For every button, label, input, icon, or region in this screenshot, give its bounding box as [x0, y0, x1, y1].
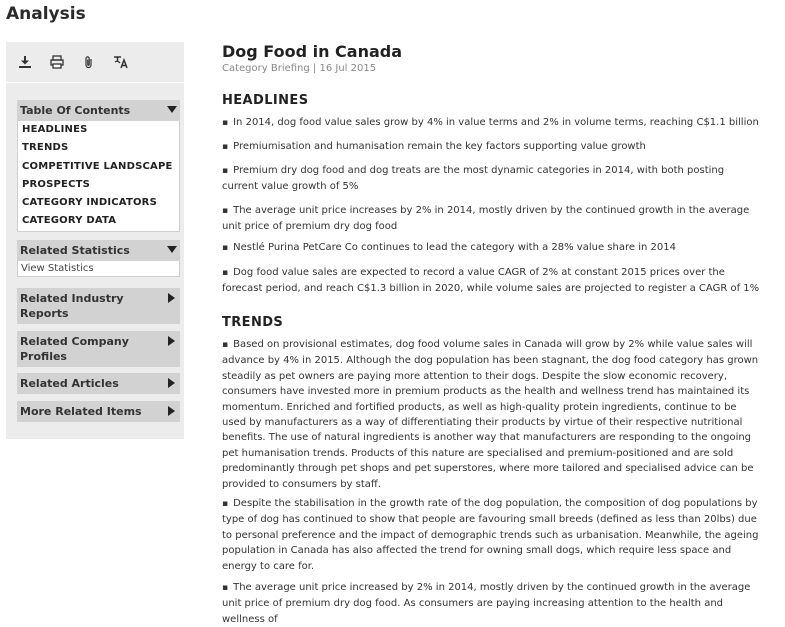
related-statistics-body [17, 261, 180, 277]
related-industry-panel [17, 288, 180, 324]
related-company-title: Related Company Profiles [20, 335, 129, 363]
headline-item: ▪ Premiumisation and humanisation remain the key factors supporting value growth [222, 139, 762, 155]
toolbar [6, 42, 184, 83]
more-related-panel [17, 401, 180, 422]
expand-arrow-icon [168, 336, 175, 346]
more-related-header[interactable] [17, 401, 180, 422]
toc-title: Table Of Contents [20, 104, 131, 117]
related-articles-title: Related Articles [20, 377, 119, 390]
headlines-heading: HEADLINES [222, 93, 309, 108]
toc-item-competitive-landscape[interactable]: COMPETITIVE LANDSCAPE [22, 160, 173, 172]
related-company-header[interactable] [17, 331, 180, 367]
attach-button[interactable] [79, 52, 99, 72]
download-button[interactable] [15, 52, 35, 72]
related-statistics-panel [17, 240, 180, 277]
headline-item: ▪ Nestlé Purina PetCare Co continues to lead the category with a 28% value share in 2014 [222, 240, 762, 256]
expand-arrow-icon [168, 378, 175, 388]
document [222, 42, 762, 625]
trend-item: ▪ Despite the stabilisation in the growth rate of the dog population, the composition of dog populations by type of dog has continued to show that people are favouring small breeds (defined as less than 20lbs) due to personal preference and the impact of demographic trends such as urbanisation. Meanwhile, the ageing population in Canada has also affected the trend for owning small dogs, which require less space and energy to care for. [222, 496, 762, 574]
translate-icon [113, 55, 129, 69]
related-industry-title: Related Industry Reports [20, 292, 124, 320]
toc-item-headlines[interactable]: HEADLINES [22, 124, 88, 135]
page-heading: Analysis [6, 4, 86, 24]
toc-item-trends[interactable]: TRENDS [22, 142, 69, 154]
collapse-arrow-icon [167, 106, 177, 113]
headline-item: ▪ Premium dry dog food and dog treats are the most dynamic categories in 2014, with both posting current value growth of 5% [222, 163, 762, 195]
more-related-title: More Related Items [20, 405, 142, 418]
paperclip-icon [82, 55, 96, 69]
document-title: Dog Food in Canada [222, 42, 403, 61]
related-statistics-header[interactable] [17, 240, 180, 261]
print-icon [50, 55, 64, 69]
translate-button[interactable] [111, 52, 131, 72]
related-articles-header[interactable] [17, 373, 180, 394]
related-articles-panel [17, 373, 180, 394]
toc-item-prospects[interactable]: PROSPECTS [22, 178, 91, 190]
view-statistics-link[interactable]: View Statistics [21, 263, 94, 274]
print-button[interactable] [47, 52, 67, 72]
related-statistics-title: Related Statistics [20, 244, 130, 257]
headline-item: ▪ The average unit price increases by 2% in 2014, mostly driven by the continued growth in the average unit price of premium dry dog food [222, 203, 762, 235]
headline-item: ▪ Dog food value sales are expected to record a value CAGR of 2% at constant 2015 prices over the forecast period, and reach C$1.3 billion in 2020, while volume sales are projected to register a CAGR of 1% [222, 265, 762, 297]
expand-arrow-icon [168, 406, 175, 416]
related-industry-header[interactable] [17, 288, 180, 324]
toc-list [17, 121, 180, 232]
collapse-arrow-icon [167, 246, 177, 253]
toc-item-category-indicators[interactable]: CATEGORY INDICATORS [22, 197, 157, 209]
headline-item: ▪ In 2014, dog food value sales grow by 4% in value terms and 2% in volume terms, reaching C$1.1 billion [222, 115, 762, 131]
toc-panel [17, 100, 180, 232]
document-meta: Category Briefing | 16 Jul 2015 [222, 63, 377, 74]
expand-arrow-icon [168, 293, 175, 303]
sidebar [6, 42, 184, 439]
trends-heading: TRENDS [222, 315, 284, 330]
related-company-panel [17, 331, 180, 367]
toc-header[interactable] [17, 100, 180, 121]
trend-item: ▪ The average unit price increased by 2% in 2014, mostly driven by the continued growth in the average unit price of premium dry dog food. As consumers are paying increasing attention to the health and wellness of [222, 580, 762, 627]
trend-item: ▪ Based on provisional estimates, dog food volume sales in Canada will grow by 2% while value sales will advance by 4% in 2015. Although the dog population has been stagnant, the dog food category has grown steadily as pet owners are paying more attention to their dogs. Despite the slow economic recovery, consumers have invested more in premium products as the health and wellness trend has maintained its momentum. Enriched and fortified products, as well as high-quality protein ingredients, continue to be used by manufacturers as a way of differentiating their products by virtue of their respective nutritional benefits. The use of natural ingredients is another way that manufacturers are responding to the ongoing pet humanisation trends. Products of this nature are specialised and premium-positioned and are sold predominantly through pet shops and pet superstores, where more tailored and specialised advice can be provided to consumers by staff. [222, 337, 762, 492]
toc-item-category-data[interactable]: CATEGORY DATA [22, 215, 117, 227]
download-icon [18, 55, 32, 69]
